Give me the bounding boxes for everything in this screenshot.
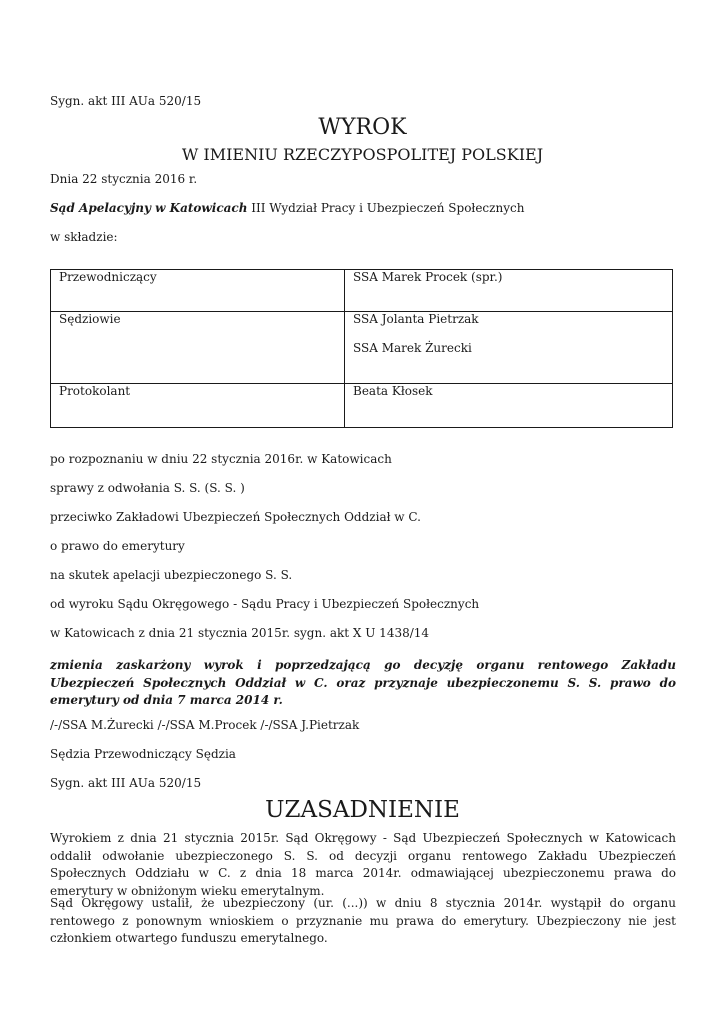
proceeding-line: sprawy z odwołania S. S. (S. S. ) xyxy=(50,481,245,495)
ruling-text: zmienia zaskarżony wyrok i poprzedzającą go decyzję organu rentowego Zakładu Ubezpieczeń Społecznych Oddział w C. oraz przyznaje ubezpieczonemu S. S. prawo do emerytury od dnia 7 marca 2014 r. xyxy=(50,658,676,707)
presiding-value: SSA Marek Procek (spr.) xyxy=(345,270,673,312)
table-row xyxy=(51,312,673,384)
signature-roles: Sędzia Przewodniczący Sędzia xyxy=(50,747,236,761)
document-title: WYROK xyxy=(318,115,407,140)
court-line xyxy=(50,201,524,216)
proceeding-line: na skutek apelacji ubezpieczonego S. S. xyxy=(50,568,293,582)
justification-paragraph: Wyrokiem z dnia 21 stycznia 2015r. Sąd Okręgowy - Sąd Ubezpieczeń Społecznych w Katowicach oddalił odwołanie ubezpieczonego S. S. od decyzji organu rentowego Zakładu Ubezpieczeń Społecznych Oddziału w C. z dnia 18 marca 2014r. odmawiającej ubezpieczonemu prawa do emerytury w obniżonym wieku emerytalnym. xyxy=(50,831,676,898)
judge-name: SSA Jolanta Pietrzak xyxy=(353,312,479,326)
composition-label: w składzie: xyxy=(50,230,118,244)
court-name: Sąd Apelacyjny w Katowicach xyxy=(50,201,248,215)
justification-signature: Sygn. akt III AUa 520/15 xyxy=(50,776,202,790)
clerk-label: Protokolant xyxy=(51,384,345,428)
court-composition-table xyxy=(50,269,673,428)
judges-cell xyxy=(345,312,673,384)
proceeding-line: o prawo do emerytury xyxy=(50,539,185,553)
justification-title: UZASADNIENIE xyxy=(265,797,460,823)
proceeding-line: od wyroku Sądu Okręgowego - Sądu Pracy i Ubezpieczeń Społecznych xyxy=(50,597,480,611)
proceeding-line: w Katowicach z dnia 21 stycznia 2015r. sygn. akt X U 1438/14 xyxy=(50,626,430,640)
judge-name: SSA Marek Żurecki xyxy=(353,341,472,355)
case-signature: Sygn. akt III AUa 520/15 xyxy=(50,94,202,108)
justification-paragraph: Sąd Okręgowy ustalił, że ubezpieczony (ur. (...)) w dniu 8 stycznia 2014r. wystąpił do organu rentowego z ponownym wnioskiem o przyznanie mu prawa do emerytury. Ubezpieczony nie jest członkiem otwartego funduszu emerytalnego. xyxy=(50,896,676,945)
proceeding-line: po rozpoznaniu w dniu 22 stycznia 2016r. w Katowicach xyxy=(50,452,392,466)
presiding-label: Przewodniczący xyxy=(51,270,345,312)
court-division: III Wydział Pracy i Ubezpieczeń Społecznych xyxy=(247,201,525,215)
signatures-line: /-/SSA M.Żurecki /-/SSA M.Procek /-/SSA J.Pietrzak xyxy=(50,718,360,732)
clerk-value: Beata Kłosek xyxy=(345,384,673,428)
document-subtitle: W IMIENIU RZECZYPOSPOLITEJ POLSKIEJ xyxy=(181,145,544,164)
judges-label: Sędziowie xyxy=(51,312,345,384)
judgment-date: Dnia 22 stycznia 2016 r. xyxy=(50,172,198,186)
proceeding-line: przeciwko Zakładowi Ubezpieczeń Społecznych Oddział w C. xyxy=(50,510,421,524)
table-row xyxy=(51,270,673,312)
table-row xyxy=(51,384,673,428)
